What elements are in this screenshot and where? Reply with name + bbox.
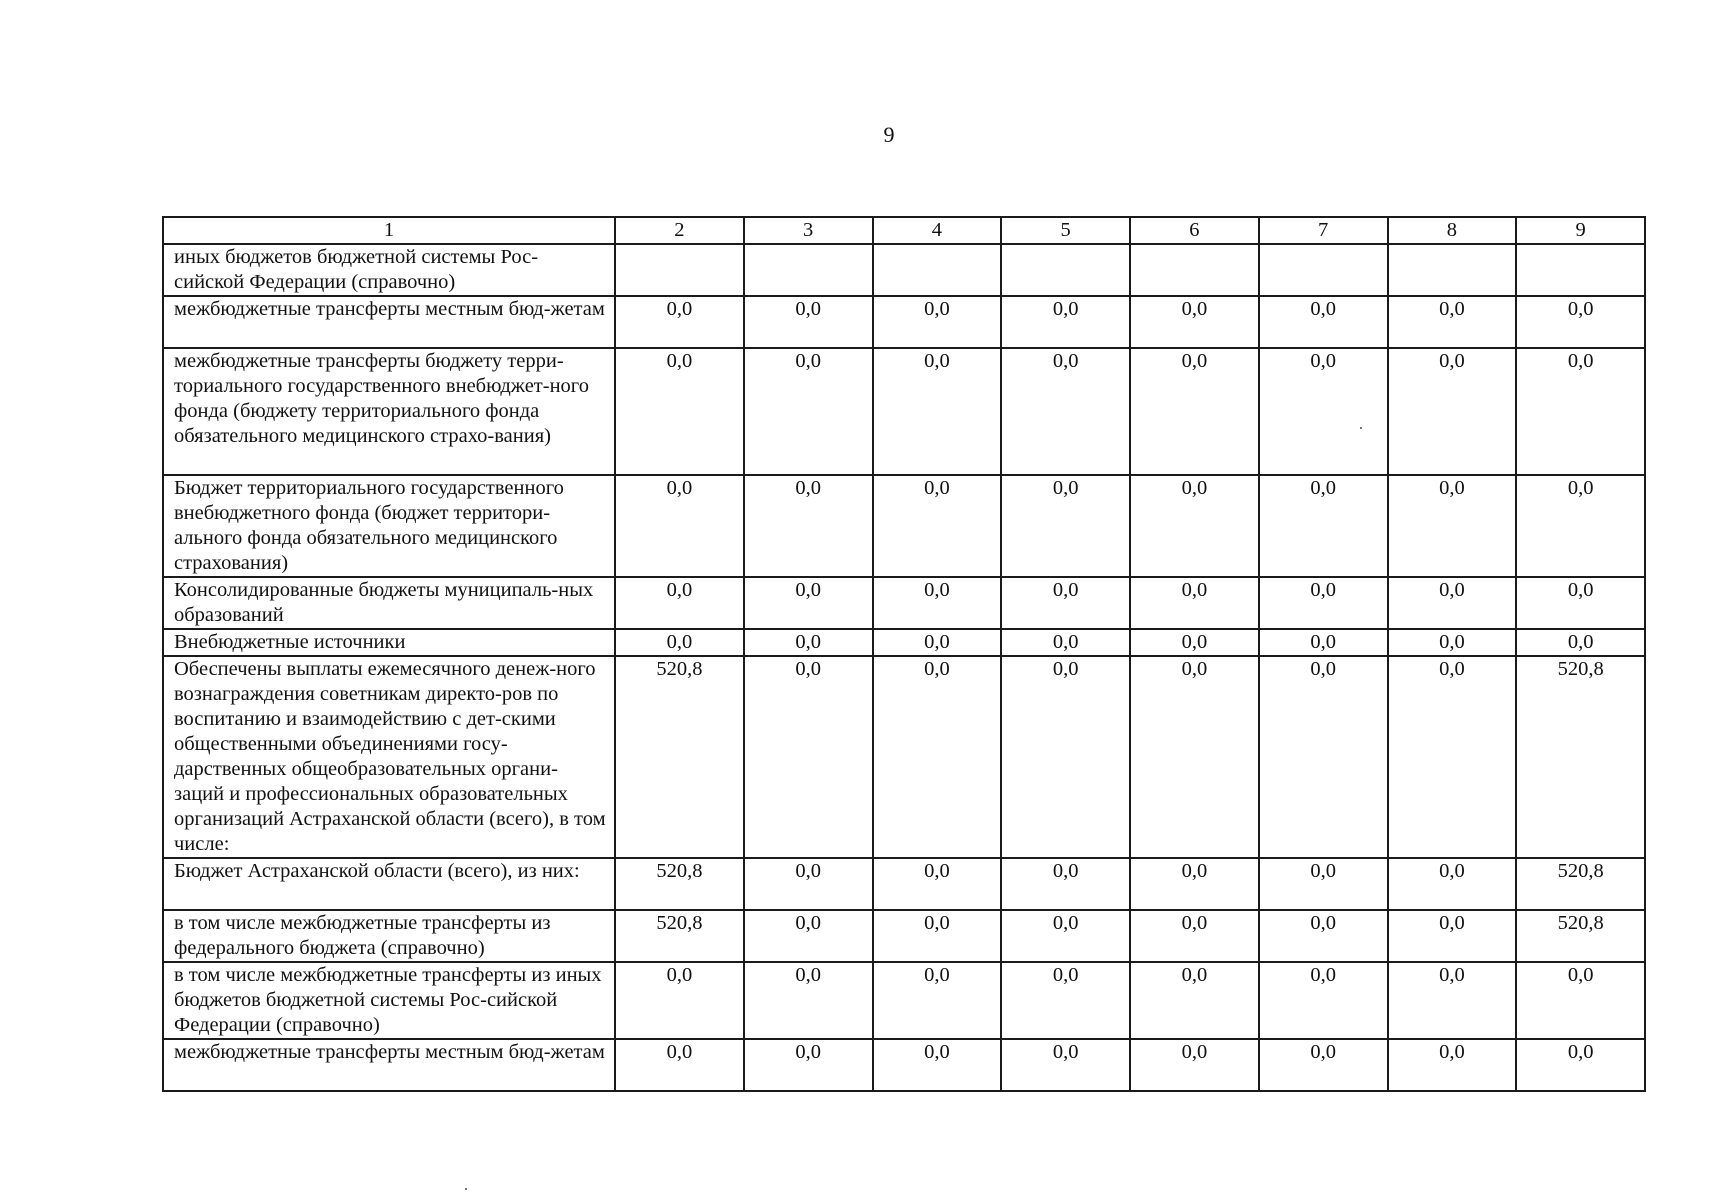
row-label: в том числе межбюджетные трансферты из иных бюджетов бюджетной системы Рос-сийской Федерации (справочно) [163, 962, 615, 1039]
table-cell [1130, 244, 1259, 296]
table-cell: 0,0 [744, 1039, 873, 1091]
table-cell: 520,8 [1516, 910, 1645, 962]
table-row [163, 962, 1645, 1039]
table-cell: 0,0 [1388, 962, 1517, 1039]
table-cell [873, 244, 1002, 296]
table-cell: 0,0 [1516, 962, 1645, 1039]
table-row [163, 296, 1645, 348]
table-cell: 0,0 [744, 475, 873, 577]
table-cell: 520,8 [1516, 858, 1645, 910]
table-cell: 0,0 [1130, 1039, 1259, 1091]
table-cell: 0,0 [615, 577, 744, 629]
table-cell: 0,0 [615, 296, 744, 348]
table-cell: 0,0 [1259, 629, 1388, 656]
scan-speck [465, 1188, 467, 1190]
row-label: межбюджетные трансферты местным бюд-жетам [163, 296, 615, 348]
table-row [163, 910, 1645, 962]
table-cell: 520,8 [615, 656, 744, 858]
table-cell: 0,0 [1001, 577, 1130, 629]
table-cell: 0,0 [1259, 1039, 1388, 1091]
table-cell: 0,0 [744, 910, 873, 962]
table-header [163, 217, 1645, 244]
table-cell: 0,0 [1130, 629, 1259, 656]
table-cell: 0,0 [1388, 1039, 1517, 1091]
table-cell: 0,0 [1388, 348, 1517, 475]
table-cell: 0,0 [1259, 962, 1388, 1039]
table-cell: 0,0 [744, 629, 873, 656]
table-cell: 0,0 [1516, 475, 1645, 577]
table-cell: 0,0 [744, 858, 873, 910]
table-cell [744, 244, 873, 296]
table-cell: 0,0 [1001, 348, 1130, 475]
row-label: Консолидированные бюджеты муниципаль-ных образований [163, 577, 615, 629]
column-header: 1 [163, 217, 615, 244]
table-cell: 0,0 [873, 910, 1002, 962]
table-cell: 0,0 [1259, 858, 1388, 910]
table-cell: 0,0 [1516, 577, 1645, 629]
table-row [163, 656, 1645, 858]
table-cell: 0,0 [1388, 296, 1517, 348]
table-cell: 0,0 [1516, 348, 1645, 475]
table-cell: 0,0 [1388, 858, 1517, 910]
table-cell: 0,0 [744, 577, 873, 629]
table-cell: 0,0 [873, 296, 1002, 348]
table-cell: 0,0 [1259, 348, 1388, 475]
table-cell: 0,0 [1259, 296, 1388, 348]
table-cell: 0,0 [1001, 1039, 1130, 1091]
table-cell [1516, 244, 1645, 296]
header-row [163, 217, 1645, 244]
row-label: Бюджет Астраханской области (всего), из них: [163, 858, 615, 910]
table-row [163, 244, 1645, 296]
column-header: 6 [1130, 217, 1259, 244]
table-row [163, 629, 1645, 656]
table-cell: 0,0 [873, 577, 1002, 629]
table-cell [1259, 244, 1388, 296]
table-row [163, 1039, 1645, 1091]
row-label: Обеспечены выплаты ежемесячного денеж-ного вознаграждения советникам директо-ров по воспитанию и взаимодействию с дет-скими общественными объединениями госу-дарственных общеобразовательных органи-заций и профессиональных образовательных организаций Астраханской области (всего), в том числе: [163, 656, 615, 858]
table-cell [1001, 244, 1130, 296]
budget-table [162, 216, 1646, 1092]
table-cell: 0,0 [1259, 475, 1388, 577]
table-cell: 0,0 [1259, 577, 1388, 629]
table-cell: 0,0 [1388, 656, 1517, 858]
table-cell: 0,0 [1388, 577, 1517, 629]
column-header: 3 [744, 217, 873, 244]
table-cell: 0,0 [873, 962, 1002, 1039]
table-cell: 0,0 [615, 1039, 744, 1091]
table-cell: 0,0 [873, 629, 1002, 656]
table-cell: 0,0 [1130, 475, 1259, 577]
table-cell: 0,0 [1001, 910, 1130, 962]
table-cell [615, 244, 744, 296]
row-label: иных бюджетов бюджетной системы Рос-сийской Федерации (справочно) [163, 244, 615, 296]
table-cell: 0,0 [1001, 962, 1130, 1039]
table-cell: 0,0 [873, 1039, 1002, 1091]
table-cell: 0,0 [615, 629, 744, 656]
table-cell: 0,0 [615, 962, 744, 1039]
table-cell: 0,0 [1001, 858, 1130, 910]
table-cell: 0,0 [1130, 348, 1259, 475]
table-cell: 0,0 [873, 475, 1002, 577]
table-cell: 0,0 [1516, 296, 1645, 348]
table-cell: 0,0 [1130, 656, 1259, 858]
table-body [163, 244, 1645, 1091]
table-cell: 0,0 [1130, 910, 1259, 962]
column-header: 5 [1001, 217, 1130, 244]
table-cell: 0,0 [1259, 656, 1388, 858]
table-cell: 520,8 [1516, 656, 1645, 858]
table-cell: 0,0 [1001, 629, 1130, 656]
table-row [163, 577, 1645, 629]
table-row [163, 348, 1645, 475]
column-header: 9 [1516, 217, 1645, 244]
table-cell: 0,0 [1001, 656, 1130, 858]
column-header: 4 [873, 217, 1002, 244]
row-label: Внебюджетные источники [163, 629, 615, 656]
column-header: 2 [615, 217, 744, 244]
table-cell: 520,8 [615, 910, 744, 962]
table-cell: 0,0 [615, 475, 744, 577]
column-header: 7 [1259, 217, 1388, 244]
table-cell: 0,0 [1259, 910, 1388, 962]
row-label: межбюджетные трансферты местным бюд-жетам [163, 1039, 615, 1091]
column-header: 8 [1388, 217, 1517, 244]
table-cell: 0,0 [744, 348, 873, 475]
table-cell: 0,0 [744, 296, 873, 348]
table-cell: 0,0 [873, 348, 1002, 475]
row-label: Бюджет территориального государственного внебюджетного фонда (бюджет территори-ального фонда обязательного медицинского страхования) [163, 475, 615, 577]
table-cell: 0,0 [1388, 910, 1517, 962]
table-cell: 0,0 [744, 962, 873, 1039]
table-cell: 0,0 [873, 656, 1002, 858]
table-cell: 0,0 [744, 656, 873, 858]
table-cell: 0,0 [1130, 858, 1259, 910]
table-cell [1388, 244, 1517, 296]
table-cell: 520,8 [615, 858, 744, 910]
table-cell: 0,0 [615, 348, 744, 475]
table-cell: 0,0 [1130, 296, 1259, 348]
table-row [163, 475, 1645, 577]
table-cell: 0,0 [1516, 629, 1645, 656]
table-cell: 0,0 [1001, 296, 1130, 348]
row-label: межбюджетные трансферты бюджету терри-ториального государственного внебюджет-ного фонда (бюджету территориального фонда обязательного медицинского страхо-вания) [163, 348, 615, 475]
table-cell: 0,0 [1130, 577, 1259, 629]
row-label: в том числе межбюджетные трансферты из федерального бюджета (справочно) [163, 910, 615, 962]
table-cell: 0,0 [1001, 475, 1130, 577]
table-cell: 0,0 [873, 858, 1002, 910]
table-cell: 0,0 [1130, 962, 1259, 1039]
table-cell: 0,0 [1388, 475, 1517, 577]
table-cell: 0,0 [1388, 629, 1517, 656]
scan-speck [1360, 427, 1362, 429]
table-row [163, 858, 1645, 910]
page-number: 9 [883, 122, 895, 147]
table-cell: 0,0 [1516, 1039, 1645, 1091]
